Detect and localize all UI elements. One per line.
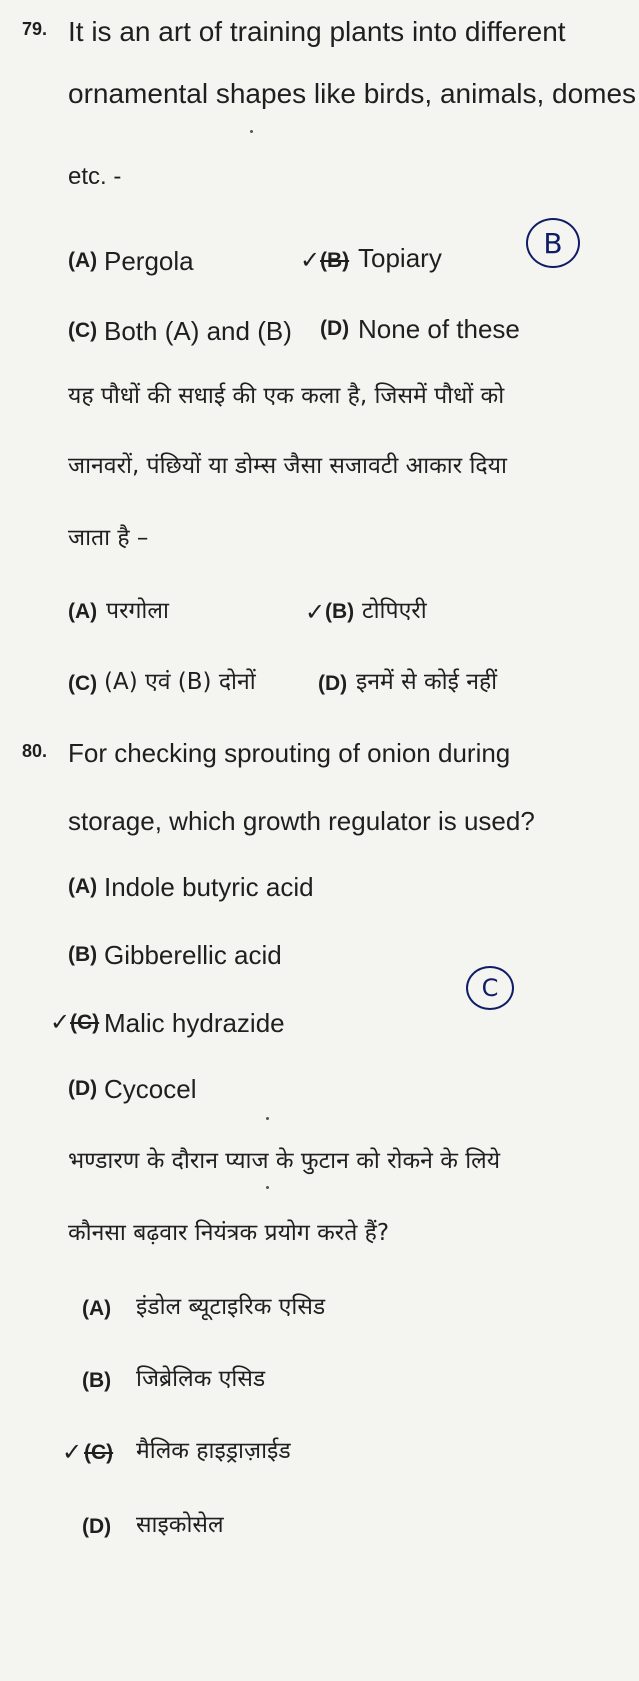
q80-option-c-text: Malic hydrazide (104, 1008, 285, 1038)
q80-hi-option-c-label: (C) (84, 1441, 114, 1464)
q80-hi-option-a-text: इंडोल ब्यूटाइरिक एसिड (136, 1294, 326, 1320)
checkmark-icon: ✓ (62, 1438, 83, 1466)
handwritten-answer-79: B (543, 226, 563, 260)
q79-hi-option-a-label: (A) (68, 600, 98, 623)
question-80-line-1: For checking sprouting of onion during (68, 738, 511, 768)
question-80-line-2: storage, which growth regulator is used? (68, 806, 535, 836)
q79-hi-option-a-text: परगोला (106, 598, 169, 624)
scan-speck (250, 130, 253, 133)
question-80-hindi-line-1: भण्डारण के दौरान प्याज के फुटान को रोकने के लिये (68, 1148, 501, 1174)
q79-option-c-text: Both (A) and (B) (104, 316, 292, 346)
q79-hi-option-c-text: (A) एवं (B) दोनों (104, 669, 256, 695)
q80-option-d-label: (D) (68, 1077, 98, 1100)
checkmark-icon: ✓ (50, 1008, 71, 1036)
q79-option-b-label: (B) (320, 249, 350, 272)
q79-option-c-label: (C) (68, 319, 98, 342)
q79-hi-option-c-label: (C) (68, 672, 98, 695)
question-79-line-1: It is an art of training plants into different (68, 16, 566, 47)
q79-option-a-text: Pergola (104, 246, 194, 276)
scan-speck (266, 1117, 269, 1120)
q80-option-b-text: Gibberellic acid (104, 940, 282, 970)
question-79-hindi-line-2: जानवरों, पंछियों या डोम्स जैसा सजावटी आकार दिया (68, 453, 507, 479)
q80-hi-option-d-text: साइकोसेल (136, 1512, 224, 1538)
question-number-80: 80. (22, 741, 48, 761)
question-79-line-2: ornamental shapes like birds, animals, domes (68, 78, 637, 109)
q80-option-c-label: (C) (70, 1011, 100, 1034)
q79-hi-option-d-text: इनमें से कोई नहीं (356, 669, 498, 695)
checkmark-icon: ✓ (300, 246, 321, 274)
handwritten-answer-80: C (481, 974, 499, 1002)
answer-circle-b (526, 218, 580, 268)
q80-option-a-label: (A) (68, 875, 98, 898)
q79-option-d-text: None of these (358, 314, 520, 344)
question-79-hindi-line-1: यह पौधों की सधाई की एक कला है, जिसमें पौधों को (68, 383, 505, 409)
q80-option-a-text: Indole butyric acid (104, 872, 314, 902)
q80-hi-option-b-text: जिब्रेलिक एसिड (136, 1366, 266, 1392)
q80-hi-option-a-label: (A) (82, 1297, 112, 1320)
question-79-line-3: etc. - (68, 163, 122, 190)
q79-option-d-label: (D) (320, 317, 350, 340)
checkmark-icon: ✓ (305, 598, 326, 626)
q80-option-d-text: Cycocel (104, 1074, 197, 1104)
q80-option-b-label: (B) (68, 943, 98, 966)
question-79-hindi-line-3: जाता है – (68, 525, 149, 551)
q79-hi-option-b-text: टोपिएरी (362, 598, 427, 624)
scan-speck (266, 1186, 269, 1189)
answer-circle-c (466, 966, 514, 1010)
question-80-hindi-line-2: कौनसा बढ़वार नियंत्रक प्रयोग करते हैं? (68, 1220, 390, 1246)
question-number-79: 79. (22, 19, 48, 39)
q80-hi-option-b-label: (B) (82, 1369, 112, 1392)
q79-option-a-label: (A) (68, 249, 98, 272)
q80-hi-option-c-text: मैलिक हाइड्राज़ाईड (136, 1438, 291, 1464)
q79-option-b-text: Topiary (358, 243, 442, 273)
q79-hi-option-b-label: (B) (325, 600, 355, 623)
q80-hi-option-d-label: (D) (82, 1515, 112, 1538)
q79-hi-option-d-label: (D) (318, 672, 348, 695)
